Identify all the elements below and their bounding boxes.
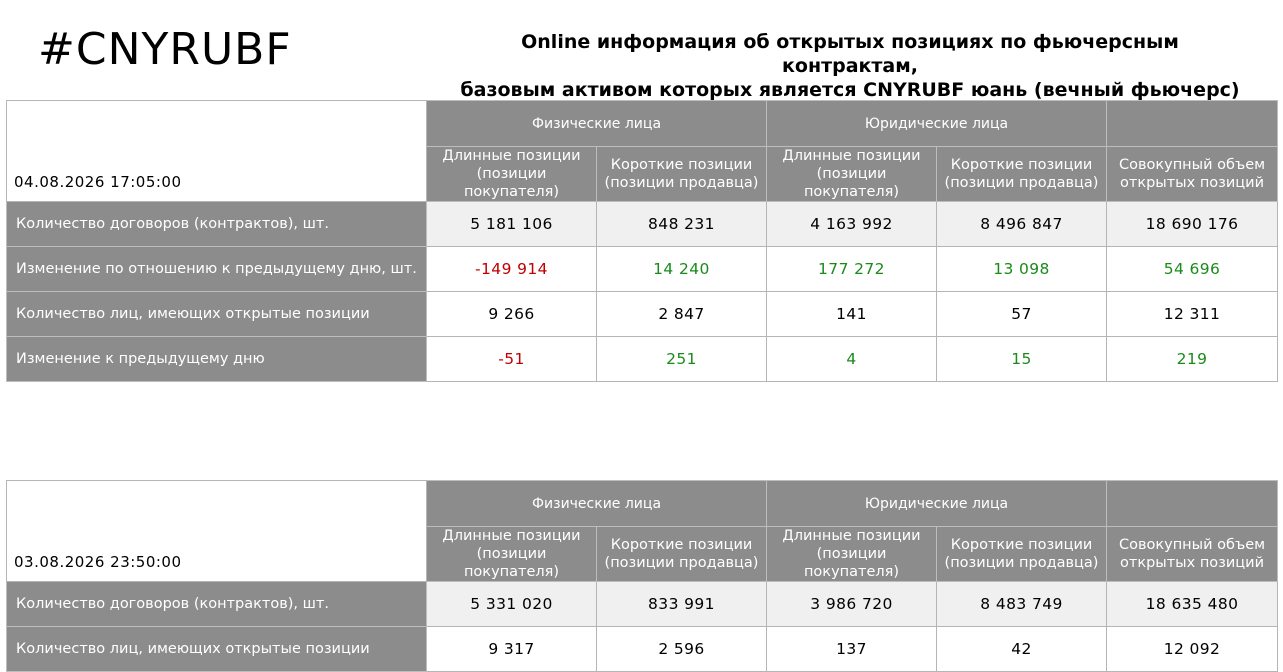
table-row (7, 337, 1278, 382)
cell-value: 5 331 020 (427, 582, 597, 627)
col-header-total: Совокупный объем открытых позиций (1107, 527, 1278, 582)
cell-value-negative: -149 914 (427, 247, 597, 292)
row-label: Количество договоров (контрактов), шт. (7, 202, 427, 247)
table-row (7, 627, 1278, 672)
group-header-legal: Юридические лица (767, 481, 1107, 527)
timestamp: 04.08.2026 17:05:00 (7, 101, 427, 202)
subtitle-line-1: Online информация об открытых позициях по фьючерсным контрактам, (521, 31, 1179, 77)
col-header-leg-long: Длинные позиции (позиции покупателя) (767, 527, 937, 582)
cell-value-positive: 14 240 (597, 247, 767, 292)
cell-value: 9 317 (427, 627, 597, 672)
cell-value-positive: 15 (937, 337, 1107, 382)
cell-value: 9 266 (427, 292, 597, 337)
cell-value-positive: 219 (1107, 337, 1278, 382)
cell-value: 2 847 (597, 292, 767, 337)
open-interest-table-current (6, 100, 1278, 382)
row-label: Изменение к предыдущему дню (7, 337, 427, 382)
cell-value-negative: -51 (427, 337, 597, 382)
table-row (7, 582, 1278, 627)
cell-value: 4 163 992 (767, 202, 937, 247)
ticker-title: #CNYRUBF (38, 24, 292, 75)
col-header-ind-long: Длинные позиции (позиции покупателя) (427, 147, 597, 202)
group-header-legal: Юридические лица (767, 101, 1107, 147)
cell-value: 848 231 (597, 202, 767, 247)
row-label: Количество лиц, имеющих открытые позиции (7, 292, 427, 337)
cell-value: 42 (937, 627, 1107, 672)
cell-value-positive: 177 272 (767, 247, 937, 292)
cell-value: 833 991 (597, 582, 767, 627)
col-header-ind-short: Короткие позиции (позиции продавца) (597, 147, 767, 202)
cell-value: 8 496 847 (937, 202, 1107, 247)
cell-value-positive: 4 (767, 337, 937, 382)
group-header-individuals: Физические лица (427, 101, 767, 147)
col-header-leg-short: Короткие позиции (позиции продавца) (937, 527, 1107, 582)
page-subtitle (460, 30, 1240, 102)
table-row (7, 292, 1278, 337)
cell-value: 18 690 176 (1107, 202, 1278, 247)
group-header-individuals: Физические лица (427, 481, 767, 527)
col-header-total: Совокупный объем открытых позиций (1107, 147, 1278, 202)
row-label: Количество лиц, имеющих открытые позиции (7, 627, 427, 672)
col-header-leg-short: Короткие позиции (позиции продавца) (937, 147, 1107, 202)
row-label: Количество договоров (контрактов), шт. (7, 582, 427, 627)
group-header-empty (1107, 481, 1278, 527)
cell-value: 2 596 (597, 627, 767, 672)
col-header-ind-short: Короткие позиции (позиции продавца) (597, 527, 767, 582)
table-row (7, 247, 1278, 292)
row-label: Изменение по отношению к предыдущему дню, шт. (7, 247, 427, 292)
cell-value: 18 635 480 (1107, 582, 1278, 627)
cell-value: 137 (767, 627, 937, 672)
cell-value: 141 (767, 292, 937, 337)
cell-value: 8 483 749 (937, 582, 1107, 627)
cell-value: 12 092 (1107, 627, 1278, 672)
table-row (7, 202, 1278, 247)
subtitle-line-2: базовым активом которых является CNYRUBF юань (вечный фьючерс) (460, 79, 1240, 101)
col-header-ind-long: Длинные позиции (позиции покупателя) (427, 527, 597, 582)
group-header-empty (1107, 101, 1278, 147)
timestamp: 03.08.2026 23:50:00 (7, 481, 427, 582)
cell-value: 5 181 106 (427, 202, 597, 247)
cell-value-positive: 54 696 (1107, 247, 1278, 292)
cell-value: 12 311 (1107, 292, 1278, 337)
cell-value-positive: 251 (597, 337, 767, 382)
open-interest-table-previous (6, 480, 1278, 672)
cell-value: 57 (937, 292, 1107, 337)
cell-value: 3 986 720 (767, 582, 937, 627)
col-header-leg-long: Длинные позиции (позиции покупателя) (767, 147, 937, 202)
cell-value-positive: 13 098 (937, 247, 1107, 292)
